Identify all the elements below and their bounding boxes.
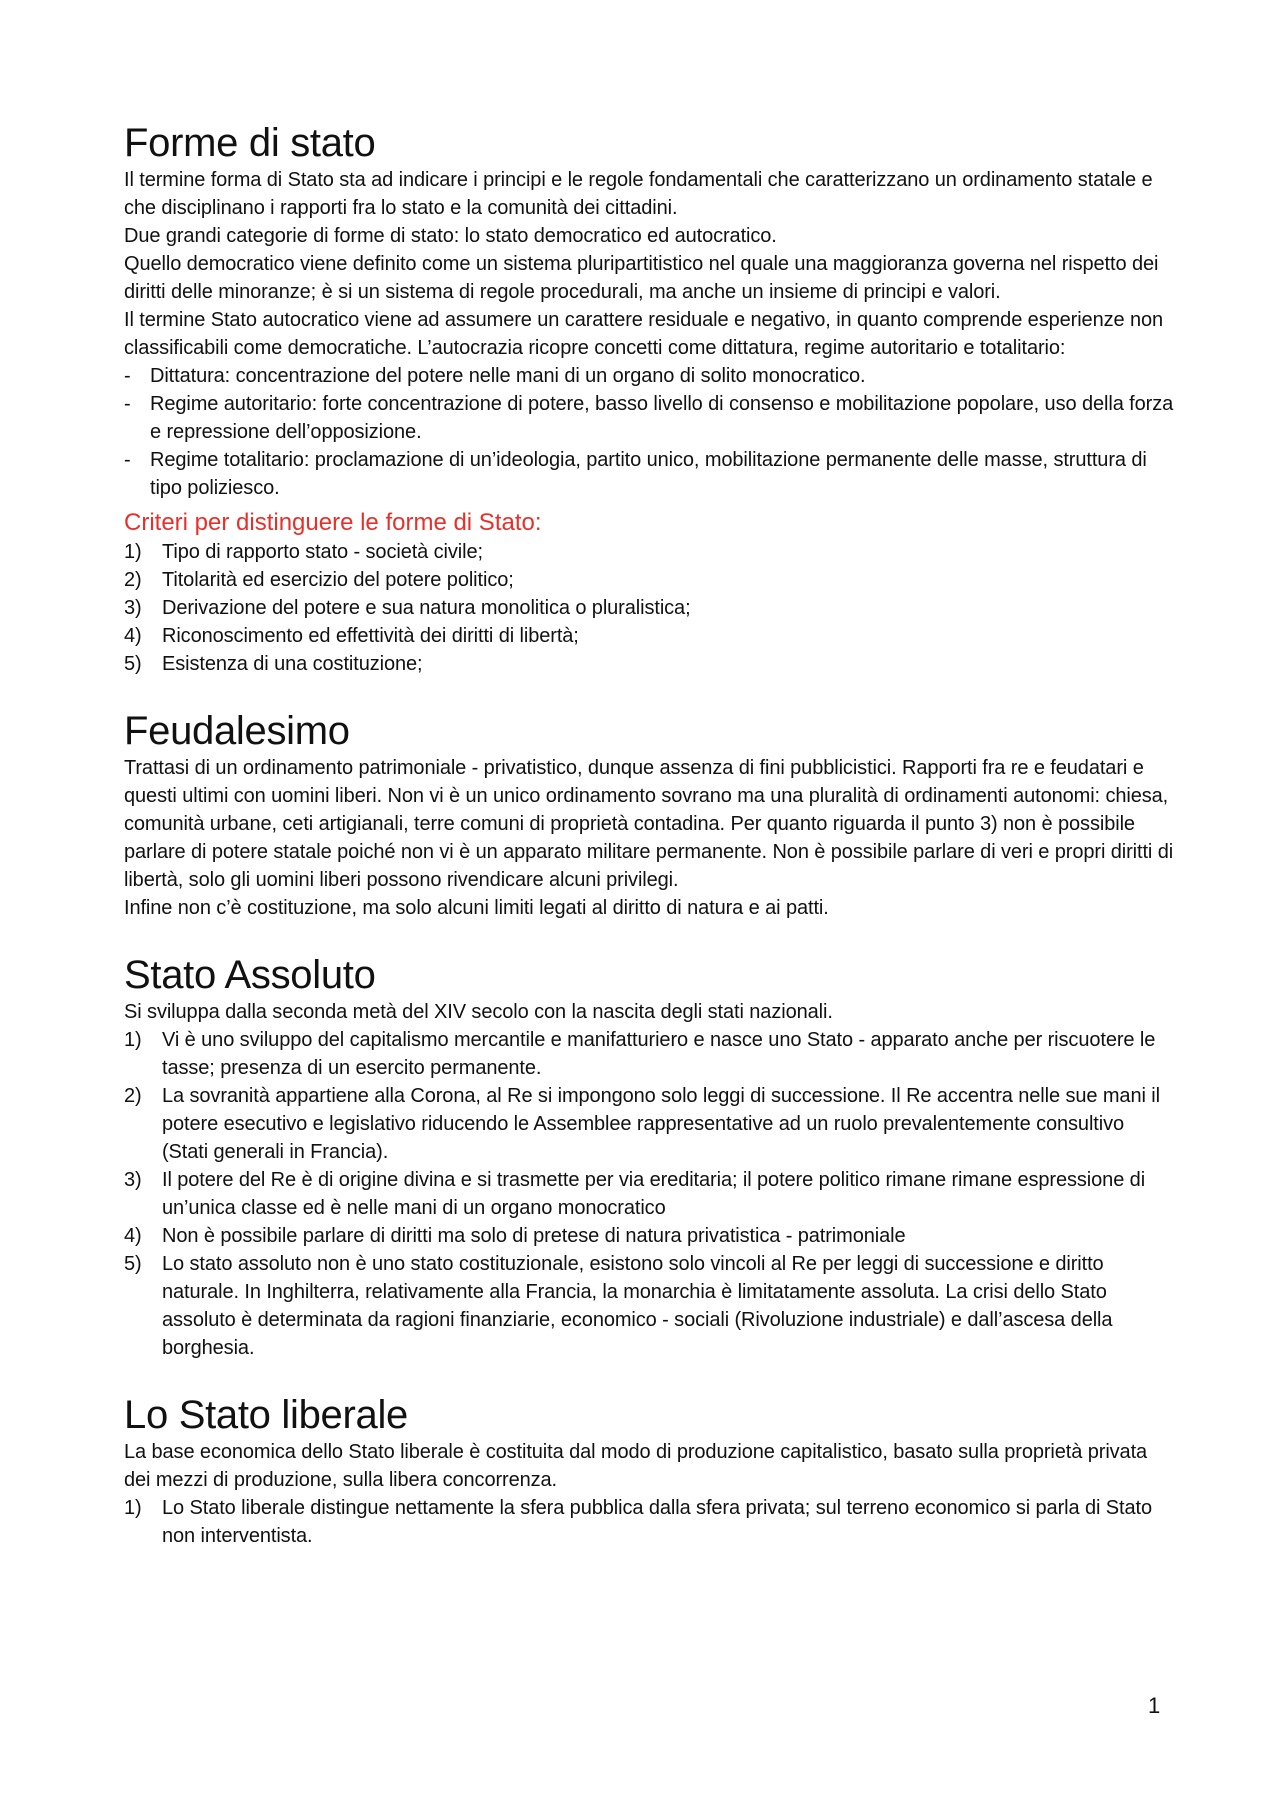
- list-item: 2) Titolarità ed esercizio del potere politico;: [124, 569, 514, 591]
- list-item: 2) La sovranità appartiene alla Corona, al Re si impongono solo leggi di successione. Il Re accentra nelle sue mani il potere esecutivo e legislativo riducendo le Assemblee rappresentative ad un ruolo prevalentemente consultivo (Stati generali in Francia).: [124, 1085, 1160, 1163]
- liberale-list: [124, 1494, 1174, 1550]
- section-title-stato-assoluto: Stato Assoluto: [124, 953, 376, 997]
- list-item: 5) Esistenza di una costituzione;: [124, 653, 423, 675]
- page-number: 1: [1148, 1693, 1161, 1718]
- criteria-list: [124, 538, 1174, 678]
- list-item: 4) Non è possibile parlare di diritti ma solo di pretese di natura privatistica - patrimoniale: [124, 1225, 906, 1247]
- paragraph: Il termine forma di Stato sta ad indicare i principi e le regole fondamentali che caratterizzano un ordinamento statale e che disciplinano i rapporti fra lo stato e la comunità dei cittadini.: [124, 169, 1153, 219]
- dash-marker: -: [124, 365, 131, 387]
- list-item: 1) Tipo di rapporto stato - società civile;: [124, 541, 483, 563]
- list-item: 5) Lo stato assoluto non è uno stato costituzionale, esistono solo vincoli al Re per leggi di successione e diritto naturale. In Inghilterra, relativamente alla Francia, la monarchia è limitatamente assoluta. La crisi dello Stato assoluto è determinata da ragioni finanziarie, economico - sociali (Rivoluzione industriale) e dall’ascesa della borghesia.: [124, 1253, 1113, 1359]
- paragraph: La base economica dello Stato liberale è costituita dal modo di produzione capitalistico, basato sulla proprietà privata dei mezzi di produzione, sulla libera concorrenza.: [124, 1441, 1148, 1491]
- paragraph: Quello democratico viene definito come un sistema pluripartitistico nel quale una maggioranza governa nel rispetto dei diritti delle minoranze; è si un sistema di regole procedurali, ma anche un insieme di principi e valori.: [124, 253, 1159, 303]
- section-title-feudalesimo: Feudalesimo: [124, 709, 350, 753]
- list-item: 4) Riconoscimento ed effettività dei diritti di libertà;: [124, 625, 579, 647]
- dash-marker: -: [124, 393, 131, 415]
- paragraph: Trattasi di un ordinamento patrimoniale - privatistico, dunque assenza di fini pubblicistici. Rapporti fra re e feudatari e questi ultimi con uomini liberi. Non vi è un unico ordinamento sovrano ma una pluralità di ordinamenti autonomi: chiesa, comunità urbane, ceti artigianali, terre comuni di proprietà contadina. Per quanto riguarda il punto 3) non è possibile parlare di potere statale poiché non vi è un apparato militare permanente. Non è possibile parlare di veri e propri diritti di libertà, solo gli uomini liberi possono rivendicare alcuni privilegi.: [124, 757, 1174, 891]
- paragraph: Due grandi categorie di forme di stato: lo stato democratico ed autocratico.: [124, 225, 777, 247]
- assoluto-list: [124, 1026, 1174, 1362]
- list-item: - Regime totalitario: proclamazione di un’ideologia, partito unico, mobilitazione permanente delle masse, struttura di tipo poliziesco.: [124, 446, 1174, 502]
- list-item: 3) Il potere del Re è di origine divina e si trasmette per via ereditaria; il potere politico rimane rimane espressione di un’unica classe ed è nelle mani di un organo monocratico: [124, 1169, 1146, 1219]
- list-item: - Dittatura: concentrazione del potere nelle mani di un organo di solito monocratico.: [124, 362, 1174, 390]
- paragraph: Il termine Stato autocratico viene ad assumere un carattere residuale e negativo, in quanto comprende esperienze non classificabili come democratiche. L’autocrazia ricopre concetti come dittatura, regime autoritario e totalitario:: [124, 309, 1164, 359]
- paragraph: Si sviluppa dalla seconda metà del XIV secolo con la nascita degli stati nazionali.: [124, 1001, 833, 1023]
- section-title-forme-di-stato: Forme di stato: [124, 121, 376, 165]
- list-item: 1) Vi è uno sviluppo del capitalismo mercantile e manifatturiero e nasce uno Stato - apparato anche per riscuotere le tasse; presenza di un esercito permanente.: [124, 1029, 1156, 1079]
- list-item: 3) Derivazione del potere e sua natura monolitica o pluralistica;: [124, 597, 691, 619]
- regime-list: [124, 362, 1174, 502]
- list-item: 1) Lo Stato liberale distingue nettamente la sfera pubblica dalla sfera privata; sul terreno economico si parla di Stato non interventista.: [124, 1497, 1152, 1547]
- document-page: [124, 120, 1174, 1550]
- dash-marker: -: [124, 449, 131, 471]
- section-title-stato-liberale: Lo Stato liberale: [124, 1393, 408, 1437]
- list-item: - Regime autoritario: forte concentrazione di potere, basso livello di consenso e mobilitazione popolare, uso della forza e repressione dell’opposizione.: [124, 390, 1174, 446]
- criteria-subheading: Criteri per distinguere le forme di Stato:: [124, 509, 542, 536]
- paragraph: Infine non c’è costituzione, ma solo alcuni limiti legati al diritto di natura e ai patti.: [124, 897, 829, 919]
